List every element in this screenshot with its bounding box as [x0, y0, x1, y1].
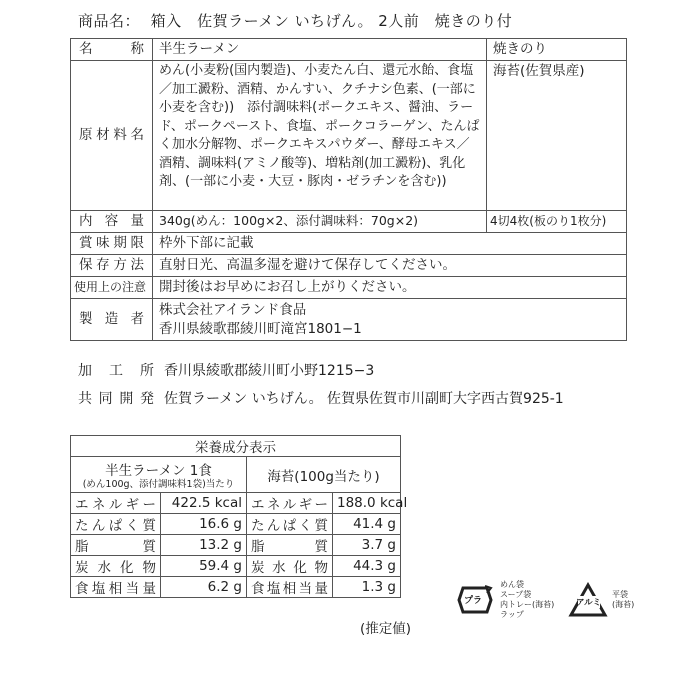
nutrition-title: 栄養成分表示: [71, 436, 401, 457]
nutrient-label: 食塩相当量: [247, 577, 333, 598]
nutrient-label: 食塩相当量: [71, 577, 161, 598]
nutrient-value-ramen: 16.6 g: [161, 514, 247, 535]
info-table: [70, 38, 627, 341]
nutrient-value-ramen: 13.2 g: [161, 535, 247, 556]
name-label: 名 称: [71, 39, 153, 61]
alu-symbol-text: アルミ: [576, 598, 602, 608]
maker-info: [153, 299, 627, 341]
estimate-note: (推定値): [360, 621, 412, 637]
nutrition-row: [71, 556, 401, 577]
nutrient-label: エネルギー: [71, 493, 161, 514]
materials-main: めん(小麦粉(国内製造)、小麦たん白、還元水飴、食塩／加工澱粉、酒精、かんすい、クチナシ色素、(一部に小麦を含む)) 添付調味料(ポークエキス、醤油、ラード、ポークペースト、食塩、ポークコラーゲン、たんぱく加水分解物、ポークエキスパウダー、酵母エキス／酒精、調味料(アミノ酸等)、増粘剤(加工澱粉)、乳化剤、(一部に小麦・大豆・豚肉・ゼラチンを含む)): [153, 61, 487, 211]
nutrient-label: 脂 質: [247, 535, 333, 556]
nutrition-row: [71, 514, 401, 535]
pla-symbol-text: プラ: [464, 596, 483, 606]
processing-label: 加 工 所: [78, 363, 154, 379]
processing-line: [78, 360, 374, 380]
materials-label: 原材料名: [71, 61, 153, 211]
alu-item: 平袋: [612, 590, 628, 599]
nutrient-label: 炭 水 化 物: [247, 556, 333, 577]
usage-label: 使用上の注意: [71, 277, 153, 299]
nutrition-row: [71, 535, 401, 556]
nutrient-label: 炭 水 化 物: [71, 556, 161, 577]
nutrition-row: [71, 493, 401, 514]
maker-address: 香川県綾歌郡綾川町滝宮1801−1: [159, 320, 362, 337]
nutrition-table: [70, 435, 408, 598]
content-main: 340g(めん：100g×2、添付調味料：70g×2): [153, 211, 487, 233]
product-name-label: 商品名：: [78, 12, 141, 30]
nutrient-label: エネルギー: [247, 493, 333, 514]
maker-label: 製 造 者: [71, 299, 153, 341]
storage-value: 直射日光、高温多湿を避けて保存してください。: [153, 255, 627, 277]
expiry-value: 枠外下部に記載: [153, 233, 627, 255]
expiry-label: 賞味期限: [71, 233, 153, 255]
nutrient-value-nori: 41.4 g: [333, 514, 401, 535]
nutrient-value-ramen: 6.2 g: [161, 577, 247, 598]
nutrient-value-ramen: 422.5 kcal: [161, 493, 247, 514]
alu-item: (海苔): [612, 600, 635, 609]
pla-items: [500, 580, 554, 620]
co-dev-label: 共同開発: [78, 391, 154, 407]
usage-value: 開封後はお早めにお召し上がりください。: [153, 277, 627, 299]
nutrient-value-nori: 44.3 g: [333, 556, 401, 577]
pla-item: めん袋: [500, 580, 524, 589]
nutrition-head-nori: 海苔(100g当たり): [247, 457, 401, 493]
alu-items: [612, 590, 634, 610]
name-nori: 焼きのり: [487, 39, 627, 61]
pla-item: 内トレー(海苔): [500, 600, 555, 609]
nutrient-value-nori: 1.3 g: [333, 577, 401, 598]
nutrition-head-ramen: [71, 457, 247, 493]
nutrient-label: 脂 質: [71, 535, 161, 556]
processing-value: 香川県綾歌郡綾川町小野1215−3: [164, 363, 375, 379]
storage-label: 保存方法: [71, 255, 153, 277]
co-dev-value: 佐賀ラーメン いちげん。 佐賀県佐賀市川副町大字西古賀925-1: [164, 391, 564, 407]
nutrition-head-ramen-sub: (めん100g、添付調味料1袋)当たり: [82, 479, 235, 490]
nutrient-value-ramen: 59.4 g: [161, 556, 247, 577]
pla-recycle-icon: [455, 580, 495, 620]
pla-item: ラップ: [500, 610, 524, 619]
pla-item: スープ袋: [500, 590, 532, 599]
nutrition-head-ramen-main: 半生ラーメン 1食: [105, 463, 212, 479]
co-dev-line: [78, 388, 564, 408]
nutrient-value-nori: 188.0 kcal: [333, 493, 401, 514]
nutrition-row: [71, 577, 401, 598]
materials-nori: 海苔(佐賀県産): [487, 61, 627, 211]
nutrient-label: たんぱく質: [71, 514, 161, 535]
content-label: 内 容 量: [71, 211, 153, 233]
content-nori: 4切4枚(板のり1枚分): [487, 211, 627, 233]
alu-recycle-icon: [568, 582, 608, 618]
maker-name: 株式会社アイランド食品: [159, 302, 307, 318]
product-name: [78, 12, 512, 30]
name-main: 半生ラーメン: [153, 39, 487, 61]
nutrient-value-nori: 3.7 g: [333, 535, 401, 556]
nutrient-label: たんぱく質: [247, 514, 333, 535]
product-name-value: 箱入 佐賀ラーメン いちげん。 2人前 焼きのり付: [150, 12, 513, 30]
